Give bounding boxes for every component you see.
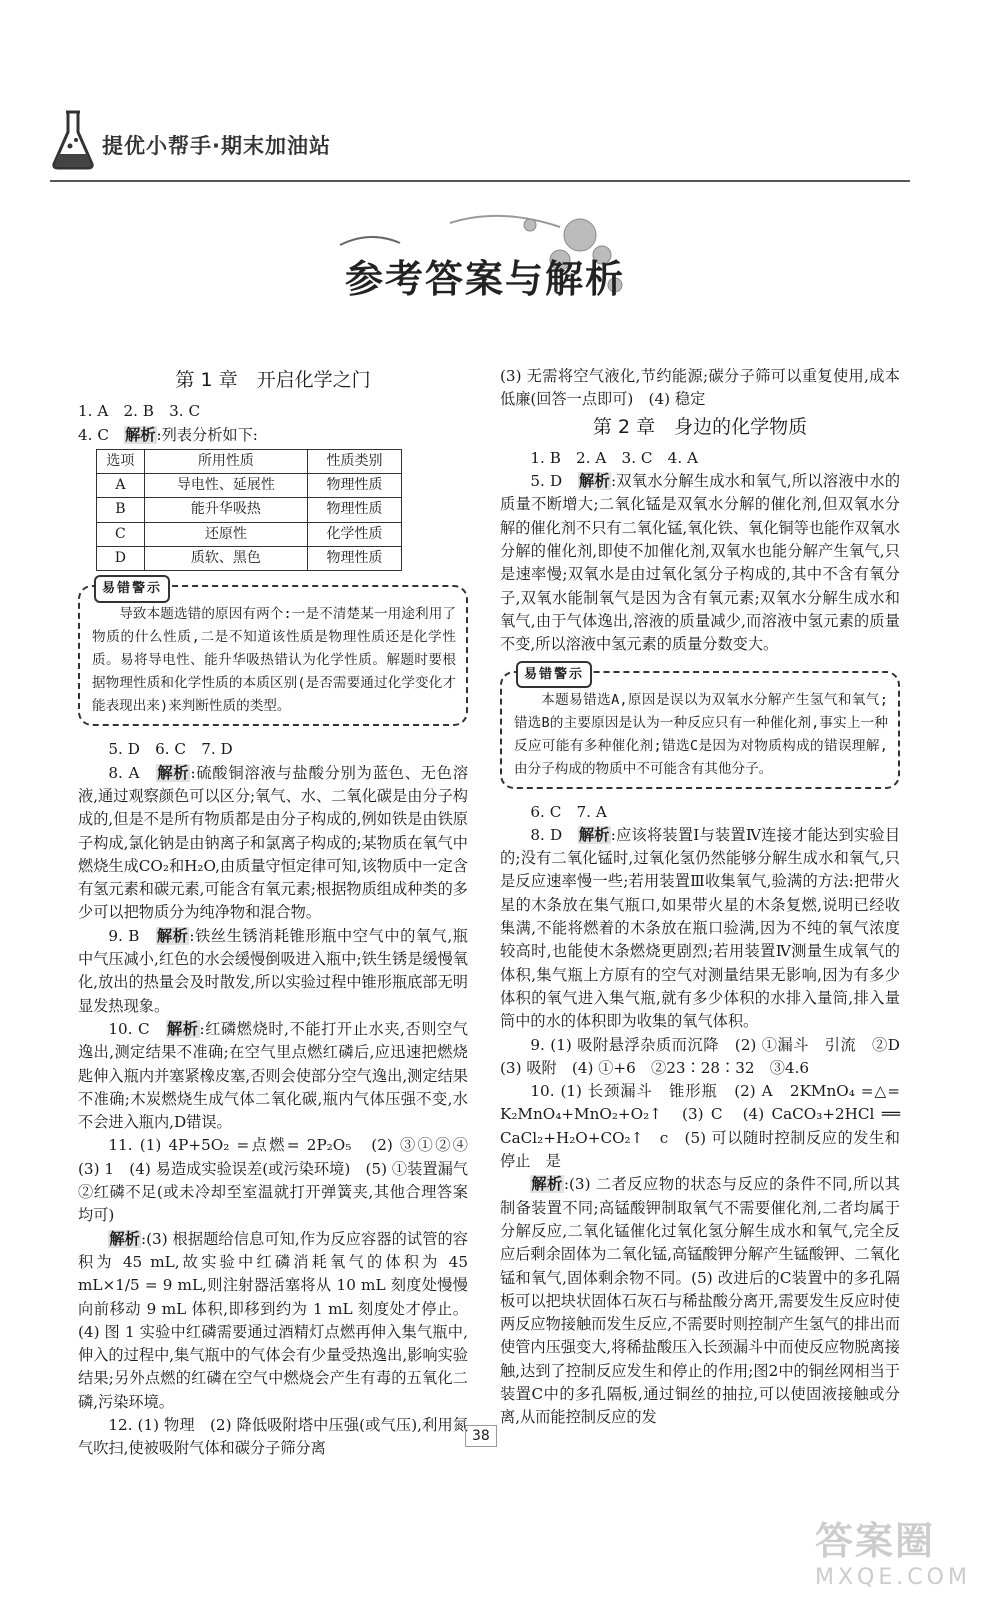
warning-label: 易错警示 xyxy=(94,575,170,602)
analysis-tag: 解析 xyxy=(157,763,190,782)
page-header xyxy=(50,108,910,188)
analysis-tag: 解析 xyxy=(166,1019,199,1038)
answer-paragraph: 10. C 解析:红磷燃烧时,不能打开止水夹,否则空气逸出,测定结果不准确;在空气里点燃红磷后,应迅速把燃烧匙伸入瓶内并塞紧橡皮塞,否则会使部分空气逸出,测定结果不准确;木炭燃烧生成气体二氧化碳,瓶内气体压强不变,水不会进入瓶内,D错误。 xyxy=(78,1019,468,1132)
analysis-tag: 解析 xyxy=(578,825,610,844)
watermark-logo: 答案圈 MXQE.COM xyxy=(815,1519,971,1590)
analysis-tag: 解析 xyxy=(531,1175,563,1194)
warning-text: 本题易错选A,原因是误以为双氧水分解产生氢气和氧气;错选B的主要原因是认为一种反应只有一种催化剂,事实上一种反应可能有多种催化剂;错选C是因为对物质构成的错误理解,由分子构成的物质中不可能含有其他分子。 xyxy=(514,691,888,777)
answer-paragraph: 10. (1) 长颈漏斗 锥形瓶 (2) A 2KMnO₄ =△= K₂MnO₄+MnO₂+O₂↑ (3) C (4) CaCO₃+2HCl ══ CaCl₂+H₂O+CO₂↑ c (5) 可以随时控制反应的发生和停止 是 xyxy=(500,1082,900,1171)
answer-paragraph: 5. D 解析:双氧水分解生成水和氧气,所以溶液中水的质量不断增大;二氧化锰是双氧水分解的催化剂,但双氧水分解的催化剂不只有二氧化锰,氧化铁、氧化铜等也能作双氧水分解的催化剂,即使不加催化剂,双氧水也能分解产生氧气,只是速率慢;双氧水是由过氧化氢分子构成的,其中不含有氧分子,双氧水能制氧气是因为含有氧元素;双氧水分解生成水和氧气,由于气体逸出,溶液的质量减少,而溶液中氢元素的质量不变,所以溶液中氢元素的质量分数变大。 xyxy=(500,472,901,654)
error-warning-box xyxy=(500,666,900,789)
answer-paragraph: 解析:(3) 二者反应物的状态与反应的条件不同,所以其制备装置不同;高锰酸钾制取氧气不需要催化剂,二者均属于分解反应,二氧化锰催化过氧化氢分解生成水和氧气,完全反应后剩余固体为二氧化锰,高锰酸钾分解产生锰酸钾、二氧化锰和氧气,固体剩余物不同。(5) 改进后的C装置中的多孔隔板可以把块状固体石灰石与稀盐酸分离开,需要发生反应时使两反应物接触而发生反应,不需要时则控制产生氢气的排出而使管内压强变大,将稀盐酸压入长颈漏斗中而使反应物脱离接触,达到了控制反应发生和停止的作用;图2中的铜丝网相当于装置C中的多孔隔板,通过铜丝的抽拉,可以使固液接触或分离,从而能控制反应的发 xyxy=(500,1175,900,1427)
main-title: 参考答案与解析 xyxy=(345,256,626,301)
analysis-tag: 解析 xyxy=(156,926,189,945)
warning-text: 导致本题选错的原因有两个:一是不清楚某一用途利用了物质的什么性质,二是不知道该性质是物理性质还是化学性质。易将导电性、能升华吸热错认为化学性质。解题时要根据物理性质和化学性质的本质区别(是否需要通过化学变化才能表现出来)来判断性质的类型。 xyxy=(92,606,456,715)
chapter-heading: 第 1 章 开启化学之门 xyxy=(175,369,371,391)
table-header: 选项 xyxy=(97,449,145,473)
answer-paragraph: 11. (1) 4P+5O₂ =点燃= 2P₂O₅ (2) ③①②④ (3) 1 (4) 易造成实验误差(或污染环境) (5) ①装置漏气 ②红磷不足(或未冷却至室温就打开弹簧夹,其他合理答案均可) xyxy=(78,1136,484,1225)
page-number: 38 xyxy=(465,1425,497,1447)
property-table xyxy=(96,449,402,571)
answer-line: 5. D 6. C 7. D xyxy=(108,740,233,759)
answer-paragraph: 解析:(3) 根据题给信息可知,作为反应容器的试管的容积为 45 mL,故实验中红磷消耗氧气的体积为 45 mL×1/5 = 9 mL,则注射器活塞将从 10 mL 刻度处慢慢向前移动 9 mL 体积,即移到约为 1 mL 刻度处才停止。(4) 图 1 实验中红磷需要通过酒精灯点燃再伸入集气瓶中,伸入的过程中,集气瓶中的气体会有少量受热逸出,影响实验结果;另外点燃的红磷在空气中燃烧会产生有毒的五氧化二磷,污染环境。 xyxy=(78,1229,468,1411)
header-title: 提优小帮手·期末加油站 xyxy=(102,134,331,158)
answer-paragraph: 8. A 解析:硫酸铜溶液与盐酸分别为蓝色、无色溶液,通过观察颜色可以区分;氧气、水、二氧化碳是由分子构成的,但是不是所有物质都是由分子构成的,例如铁是由铁原子构成,氯化钠是由钠离子和氯离子构成的;某物质在氧气中燃烧生成CO₂和H₂O,由质量守恒定律可知,该物质中一定含有氢元素和碳元素,可能含有氧元素;根据物质组成种类的多少可以把物质分为纯净物和混合物。 xyxy=(78,763,469,922)
answer-paragraph: 8. D 解析:应该将装置Ⅰ与装置Ⅳ连接才能达到实验目的;没有二氧化锰时,过氧化氢仍然能够分解生成水和氧气,只是反应速率慢一些;若用装置Ⅲ收集氧气,验满的方法:把带火星的木条放在集气瓶口,如果带火星的木条复燃,说明已经收集满,不能将燃着的木条放在瓶口验满,因为不纯的氧气浓度较高时,也能使木条燃烧更剧烈;若用装置Ⅳ测量生成氧气的体积,集气瓶上方原有的空气对测量结果无影响,因为有多少体积的氧气进入集气瓶,就有多少体积的水排入量筒,排入量筒中的水的体积即为收集的氧气体积。 xyxy=(500,825,901,1031)
table-row: D 质软、黑色 物理性质 xyxy=(97,547,402,571)
right-column xyxy=(500,365,916,1430)
analysis-tag: 解析 xyxy=(578,472,610,491)
answer-paragraph: 12. (1) 物理 (2) 降低吸附塔中压强(或气压),利用氮气吹扫,使被吸附气体和碳分子筛分离 xyxy=(78,1415,468,1458)
table-row: C 还原性 化学性质 xyxy=(97,522,402,546)
answer-line: 6. C 7. A xyxy=(530,802,607,821)
table-row: A 导电性、延展性 物理性质 xyxy=(97,474,402,498)
answer-line: 1. A 2. B 3. C xyxy=(78,402,201,421)
warning-label: 易错警示 xyxy=(516,661,592,688)
chapter-heading: 第 2 章 身边的化学物质 xyxy=(592,415,808,438)
analysis-tag: 解析 xyxy=(125,425,156,444)
table-header: 性质类别 xyxy=(308,449,402,473)
answer-paragraph: 9. B 解析:铁丝生锈消耗锥形瓶中空气中的氧气,瓶中气压减小,红色的水会缓慢倒吸进入瓶中;铁生锈是缓慢氧化,放出的热量会及时散发,所以实验过程中锥形瓶底部无明显发热现象。 xyxy=(78,926,468,1015)
analysis-tag: 解析 xyxy=(109,1229,140,1248)
answer-paragraph: (3) 无需将空气液化,节约能源;碳分子筛可以重复使用,成本低廉(回答一点即可) (4) 稳定 xyxy=(500,367,900,409)
answer-line: 1. B 2. A 3. C 4. A xyxy=(530,448,698,467)
table-header: 所用性质 xyxy=(144,449,307,473)
answer-line: 4. C 解析:列表分析如下: xyxy=(78,425,258,444)
table-row: B 能升华吸热 物理性质 xyxy=(97,498,402,522)
error-warning-box xyxy=(78,581,468,726)
flask-icon xyxy=(50,108,96,172)
answer-paragraph: 9. (1) 吸附悬浮杂质而沉降 (2) ①漏斗 引流 ②D (3) 吸附 (4) ①+6 ②23∶28∶32 ③4.6 xyxy=(500,1035,916,1077)
header-divider xyxy=(50,180,910,182)
